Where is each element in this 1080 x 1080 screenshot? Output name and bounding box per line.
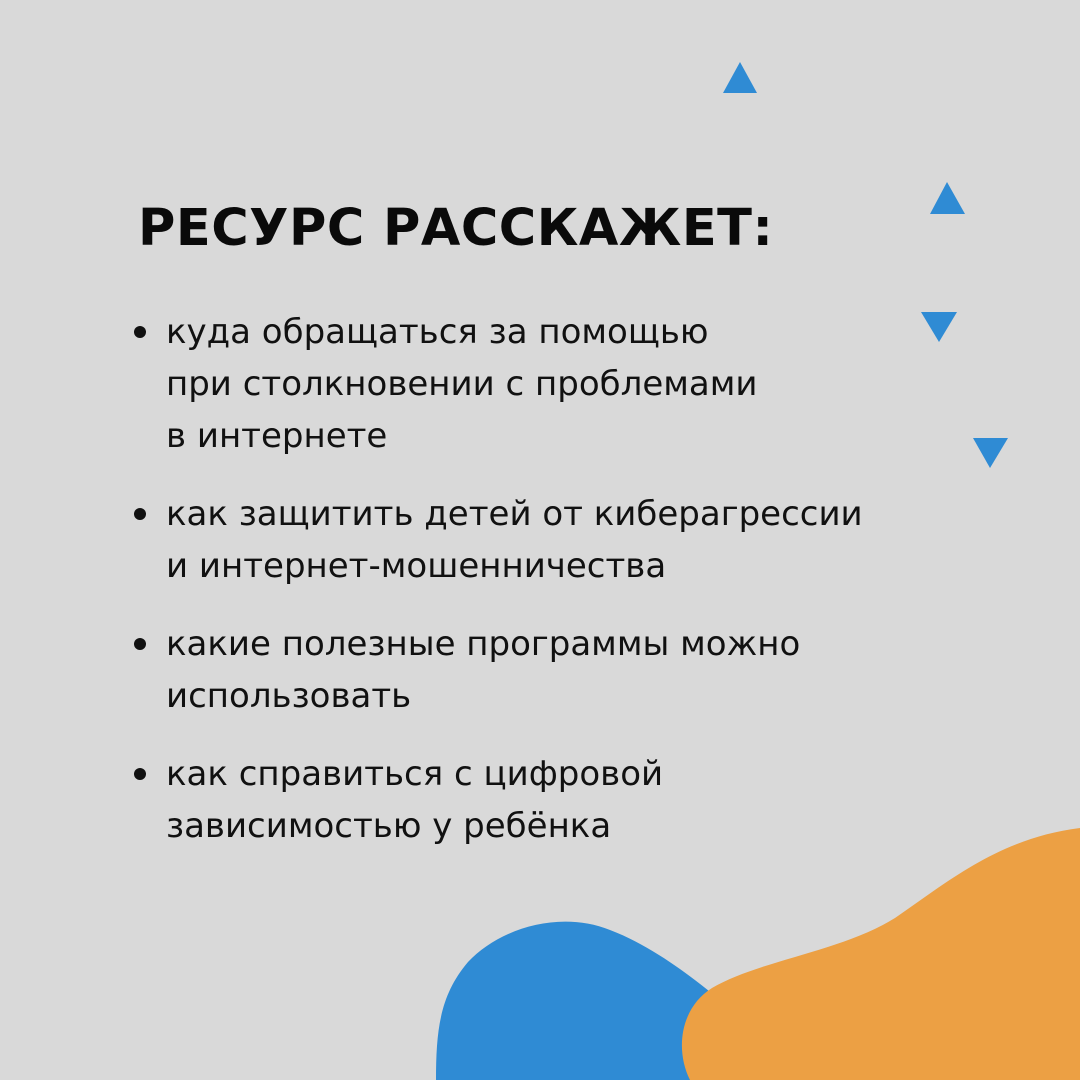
orange-blob bbox=[682, 828, 1080, 1080]
blue-blob bbox=[436, 922, 720, 1080]
list-item-line: как справиться с цифровой bbox=[166, 754, 664, 794]
list-item-line: какие полезные программы можно bbox=[166, 624, 801, 664]
bullet-dot bbox=[134, 638, 146, 650]
bullet-dot bbox=[134, 508, 146, 520]
list-item bbox=[166, 748, 966, 852]
list-item-line: при столкновении с проблемами bbox=[166, 364, 758, 404]
triangle-down-icon bbox=[973, 438, 1008, 468]
page-title: РЕСУРС РАССКАЖЕТ: bbox=[138, 199, 774, 258]
list-item-line: как защитить детей от киберагрессии bbox=[166, 494, 863, 534]
triangle-up-icon bbox=[723, 62, 757, 93]
list-item bbox=[166, 618, 966, 722]
list-item bbox=[166, 306, 966, 462]
list-item-line: использовать bbox=[166, 676, 412, 716]
list-item bbox=[166, 488, 966, 592]
triangle-up-icon bbox=[930, 182, 965, 214]
list-item-line: куда обращаться за помощью bbox=[166, 312, 709, 352]
list-item-line: в интернете bbox=[166, 416, 388, 456]
list-item-line: зависимостью у ребёнка bbox=[166, 806, 612, 846]
list-item-line: и интернет-мошенничества bbox=[166, 546, 667, 586]
bullet-dot bbox=[134, 768, 146, 780]
bullet-dot bbox=[134, 326, 146, 338]
